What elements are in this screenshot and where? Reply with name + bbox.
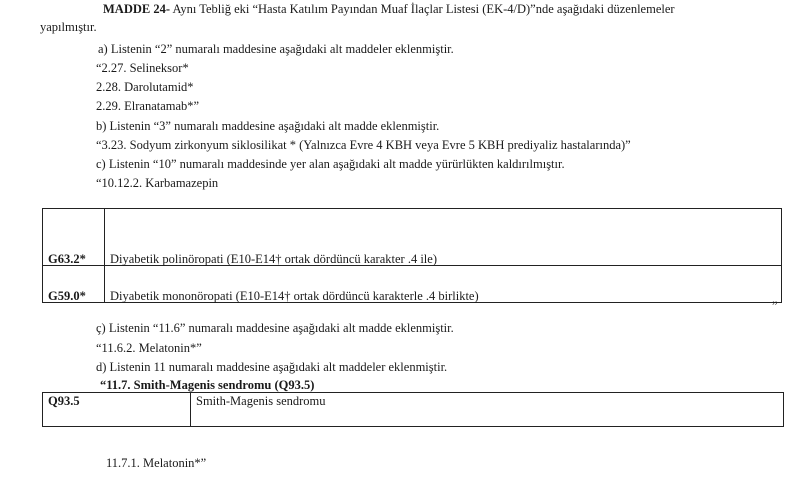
table-cell-code: G63.2* xyxy=(43,209,105,266)
article-text: Aynı Tebliğ eki “Hasta Katılım Payından Muaf İlaçlar Listesi (EK-4/D)”nde aşağıdaki düzenlemeler xyxy=(170,2,675,16)
section-cc-intro: ç) Listenin “11.6” numaralı maddesine aşağıdaki alt madde eklenmiştir. xyxy=(96,321,454,335)
section-b-item: “3.23. Sodyum zirkonyum siklosilikat * (Yalnızca Evre 4 KBH veya Evre 5 KBH prediyaliz hastalarında)” xyxy=(96,138,631,152)
closing-quote: ” xyxy=(772,299,778,313)
table-cell-code: G59.0* xyxy=(43,266,105,303)
section-d-intro: d) Listenin 11 numaralı maddesine aşağıdaki alt maddeler eklenmiştir. xyxy=(96,360,448,374)
table-cell-description: Diyabetik mononöropati (E10-E14† ortak dördüncü karakterle .4 birlikte) xyxy=(105,266,782,303)
section-a-item: “2.27. Selineksor* xyxy=(96,61,189,75)
article-text-continued: yapılmıştır. xyxy=(40,20,97,34)
section-c-item: “10.12.2. Karbamazepin xyxy=(96,176,219,190)
diagnosis-table-removed xyxy=(42,208,782,303)
section-a-item: 2.29. Elranatamab*” xyxy=(96,99,200,113)
section-d-heading: “11.7. Smith-Magenis sendromu (Q93.5) xyxy=(100,378,315,392)
table-row xyxy=(43,393,784,427)
added-sub-item: 11.7.1. Melatonin*” xyxy=(106,456,207,470)
table-row xyxy=(43,266,782,303)
article-number: MADDE 24- xyxy=(103,2,171,16)
table-cell-description: Diyabetik polinöropati (E10-E14† ortak dördüncü karakter .4 ile) xyxy=(105,209,782,266)
article-heading-line xyxy=(103,3,675,16)
section-a-item: 2.28. Darolutamid* xyxy=(96,80,194,94)
table-cell-code: Q93.5 xyxy=(43,393,191,427)
section-a-intro: a) Listenin “2” numaralı maddesine aşağıdaki alt maddeler eklenmiştir. xyxy=(98,42,454,56)
table-cell-description: Smith-Magenis sendromu xyxy=(191,393,784,427)
section-cc-item: “11.6.2. Melatonin*” xyxy=(96,341,202,355)
section-b-intro: b) Listenin “3” numaralı maddesine aşağıdaki alt madde eklenmiştir. xyxy=(96,119,440,133)
diagnosis-table-added xyxy=(42,392,784,427)
table-row xyxy=(43,209,782,266)
section-c-intro: c) Listenin “10” numaralı maddesinde yer alan aşağıdaki alt madde yürürlükten kaldırılmıştır. xyxy=(96,157,565,171)
